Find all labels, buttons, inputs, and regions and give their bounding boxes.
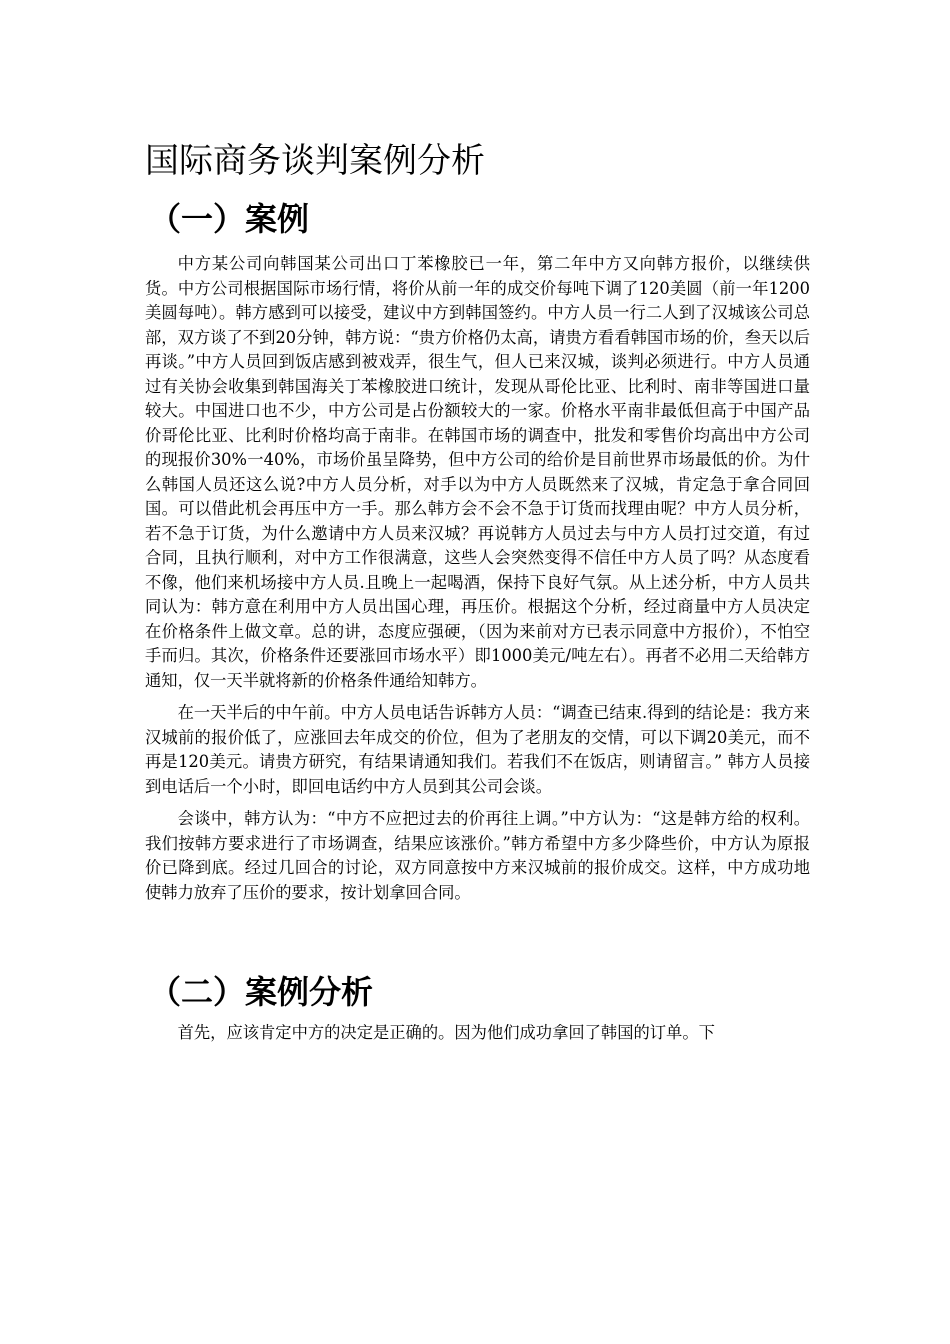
section-heading-case: （一）案例 [149,200,310,238]
document-title: 国际商务谈判案例分析 [145,141,485,181]
case-paragraph: 会谈中，韩方认为：“中方不应把过去的价再往上调。”中方认为：“这是韩方给的权利。我们按韩方要求进行了市场调查，结果应该涨价。”韩方希望中方多少降些价，中方认为原报价已降到底。经过几回合的讨论，双方同意按中方来汉城前的报价成交。这样，中方成功地使韩力放弃了压价的要求，按计划拿回合同。 [145,809,810,902]
case-paragraph: 在一天半后的中午前。中方人员电话告诉韩方人员：“调查已结束.得到的结论是：我方来汉城前的报价低了，应涨回去年成交的价位，但为了老朋友的交情，可以下调20美元，而不再是120美元。请贵方研究，有结果请通知我们。若我们不在饭店，则请留言。” 韩方人员接到电话后一个小时，即回电话约中方人员到其公司会谈。 [145,703,810,796]
document-body [145,138,810,1054]
section-heading-analysis: （二）案例分析 [149,973,374,1011]
analysis-paragraph: 首先，应该肯定中方的决定是正确的。因为他们成功拿回了韩国的订单。下 [177,1023,715,1042]
case-paragraph: 中方某公司向韩国某公司出口丁苯橡胶已一年，第二年中方又向韩方报价，以继续供货。中方公司根据国际市场行情，将价从前一年的成交价每吨下调了120美圆（前一年1200美圆每吨）。韩方感到可以接受，建议中方到韩国签约。中方人员一行二人到了汉城该公司总部，双方谈了不到20分钟，韩方说：“贵方价格仍太高，请贵方看看韩国市场的价，叁天以后再谈。”中方人员回到饭店感到被戏弄，很生气，但人已来汉城，谈判必须进行。中方人员通过有关协会收集到韩国海关丁苯橡胶进口统计，发现从哥伦比亚、比利时、南非等国进口量较大。中国进口也不少，中方公司是占份额较大的一家。价格水平南非最低但高于中国产品价哥伦比亚、比利时价格均高于南非。在韩国市场的调查中，批发和零售价均高出中方公司的现报价30%一40%，市场价虽呈降势，但中方公司的给价是目前世界市场最低的价。为什么韩国人员还这么说?中方人员分析，对手以为中方人员既然来了汉城，肯定急于拿合同回国。可以借此机会再压中方一手。那么韩方会不会不急于订货而找理由呢？中方人员分析，若不急于订货，为什么邀请中方人员来汉城？再说韩方人员过去与中方人员打过交道，有过合同，且执行顺利，对中方工作很满意，这些人会突然变得不信任中方人员了吗？从态度看不像，他们来机场接中方人员.且晚上一起喝酒，保持下良好气氛。从上述分析，中方人员共同认为：韩方意在利用中方人员出国心理，再压价。根据这个分析，经过商量中方人员决定在价格条件上做文章。总的讲，态度应强硬，（因为来前对方已表示同意中方报价），不怕空手而归。其次，价格条件还要涨回市场水平）即1000美元/吨左右）。再者不必用二天给韩方通知，仅一天半就将新的价格条件通给知韩方。 [145,254,810,690]
